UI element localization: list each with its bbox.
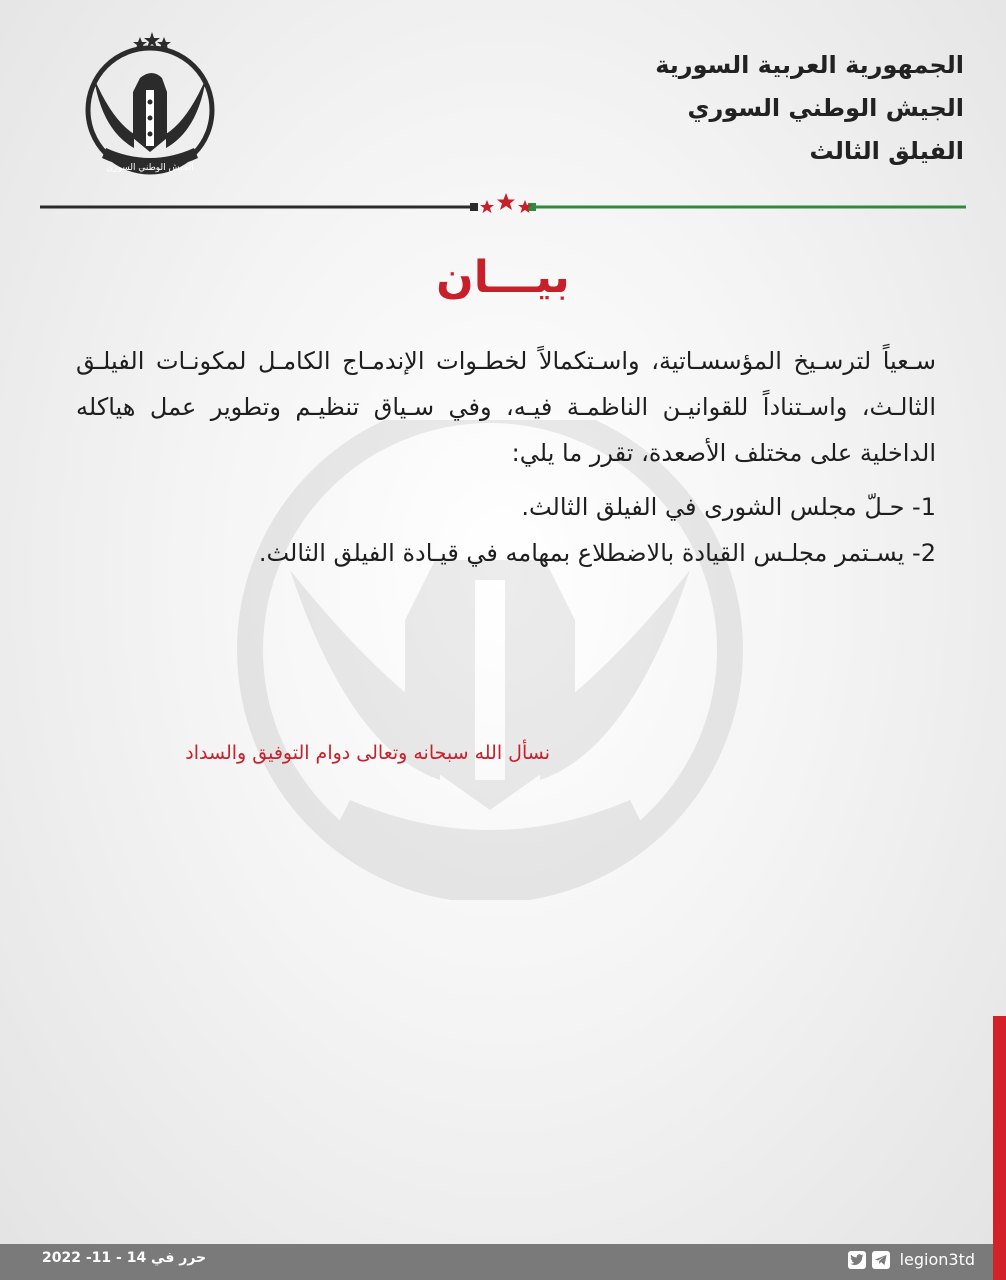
header-line-corps: الفيلق الثالث xyxy=(809,137,964,165)
header-divider xyxy=(40,190,966,220)
footer-date: حرر في 14 - 11- 2022 xyxy=(42,1250,207,1266)
footer-social xyxy=(848,1250,975,1269)
decision-item: 2- يسـتمر مجلـس القيادة بالاضطلاع بمهامه في قيـادة الفيلق الثالث. xyxy=(258,539,936,567)
footer-handle[interactable]: legion3td xyxy=(899,1250,975,1269)
statement-title: بيـــان xyxy=(436,252,570,303)
star-icon xyxy=(480,193,532,213)
header-line-country: الجمهورية العربية السورية xyxy=(655,51,964,79)
intro-paragraph: سـعياً لترسـيخ المؤسسـاتية، واسـتكمالاً لخطـوات الإندمـاج الكامـل لمكونـات الفيلـق الثالـث، واسـتناداً للقوانيـن الناظمـة فيـه، وفي سـياق تنظيـم وتطوير عمل هياكله الداخلية على مختلف الأصعدة، تقرر ما يلي: xyxy=(76,347,936,467)
logo-caption: الجيش الوطني السوري xyxy=(106,163,194,173)
accent-side-bar xyxy=(993,1016,1006,1280)
footer-bar xyxy=(0,1244,993,1280)
header-block xyxy=(655,44,964,173)
decision-item: 1- حـلّ مجلس الشورى في الفيلق الثالث. xyxy=(521,493,936,521)
telegram-icon[interactable] xyxy=(872,1251,890,1269)
closing-prayer: نسأل الله سبحانه وتعالى دوام التوفيق والسداد xyxy=(185,742,550,764)
twitter-icon[interactable] xyxy=(848,1251,866,1269)
decisions-list xyxy=(76,484,936,576)
header-line-army: الجيش الوطني السوري xyxy=(687,94,964,122)
eagle-emblem-icon xyxy=(72,30,228,180)
